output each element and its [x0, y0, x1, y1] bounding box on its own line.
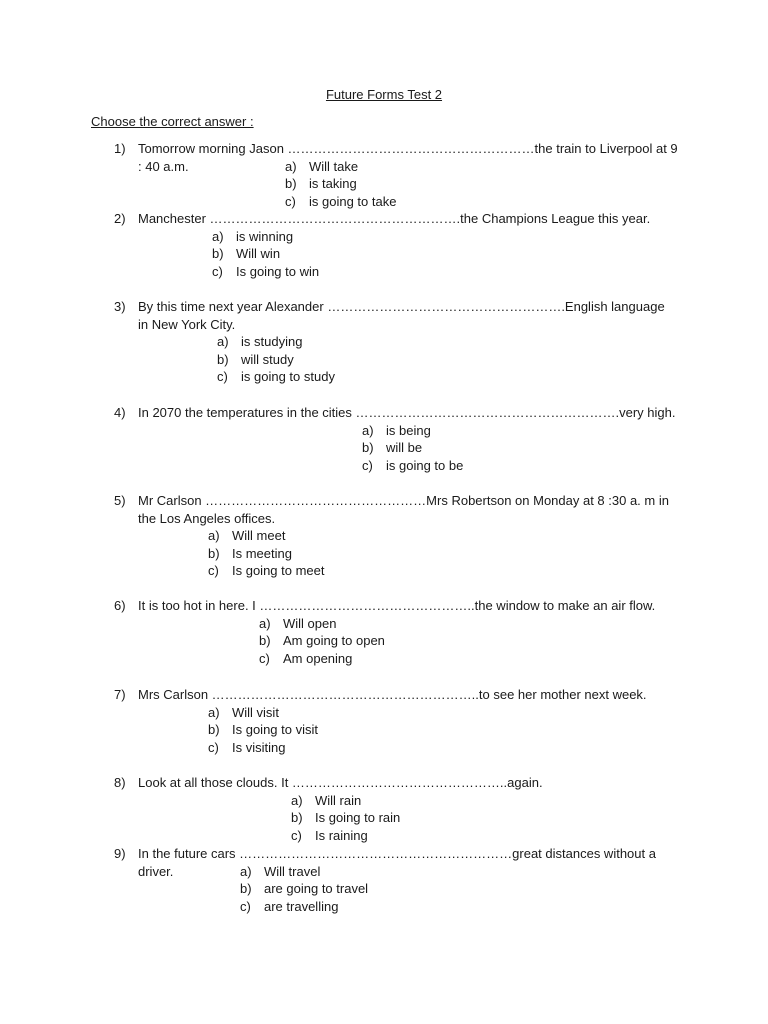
option-letter: a) — [291, 792, 303, 808]
option-text: Am opening — [283, 650, 353, 666]
instructions: Choose the correct answer : — [91, 114, 254, 129]
option-text: is going to study — [241, 369, 335, 384]
option-letter: c) — [212, 263, 223, 279]
option-c[interactable] — [362, 457, 463, 475]
option-a[interactable] — [291, 792, 361, 810]
question-number: 1) — [114, 141, 126, 156]
option-b[interactable] — [212, 245, 280, 263]
option-letter: a) — [208, 528, 220, 543]
option-text: Will meet — [232, 528, 286, 543]
option-letter: c) — [208, 739, 219, 755]
option-text: Is going to rain — [315, 810, 401, 825]
option-text: will be — [386, 440, 423, 455]
question-text: Mr Carlson ……………………………………………Mrs Robertson on Monday at 8 :30 a. m in the Los Angeles offices. — [138, 493, 669, 526]
option-c[interactable] — [240, 898, 338, 916]
option-letter: c) — [291, 827, 302, 843]
option-c[interactable] — [285, 193, 396, 211]
option-text: Is visiting — [232, 739, 286, 755]
question-number: 9) — [114, 846, 126, 861]
option-c[interactable] — [208, 739, 285, 757]
option-letter: b) — [240, 881, 252, 896]
option-b[interactable] — [240, 880, 368, 898]
option-letter: b) — [259, 633, 271, 648]
option-letter: b) — [362, 440, 374, 455]
option-text: Is meeting — [232, 545, 292, 561]
option-text: will study — [241, 351, 294, 367]
option-letter: a) — [240, 863, 252, 879]
option-c[interactable] — [291, 827, 368, 845]
option-b[interactable] — [208, 721, 318, 739]
option-b[interactable] — [217, 351, 294, 369]
option-b[interactable] — [291, 809, 400, 827]
question-text: Look at all those clouds. It …………………………………………..again. — [138, 775, 543, 790]
option-text: is going to take — [309, 193, 397, 209]
option-text: Will win — [236, 246, 281, 261]
option-text: is winning — [236, 228, 294, 244]
option-letter: a) — [212, 228, 224, 244]
option-text: Will take — [309, 158, 359, 174]
option-text: Is going to visit — [232, 722, 318, 737]
option-letter: b) — [285, 176, 297, 191]
option-c[interactable] — [217, 368, 335, 386]
option-letter: b) — [291, 810, 303, 825]
option-letter: a) — [259, 615, 271, 631]
question-number: 2) — [114, 211, 126, 226]
option-letter: b) — [208, 545, 220, 561]
option-text: is being — [386, 422, 431, 438]
option-letter: a) — [362, 422, 374, 438]
option-b[interactable] — [285, 175, 357, 193]
question-text: In 2070 the temperatures in the cities …………………………………………………….very high. — [138, 405, 676, 420]
option-text: Will travel — [264, 863, 321, 879]
option-a[interactable] — [240, 863, 320, 881]
option-letter: a) — [217, 334, 229, 349]
option-a[interactable] — [259, 615, 336, 633]
option-text: is taking — [309, 176, 357, 191]
option-a[interactable] — [217, 333, 302, 351]
option-text: is going to be — [386, 457, 464, 473]
option-text: Will rain — [315, 792, 362, 808]
option-a[interactable] — [212, 228, 293, 246]
option-letter: c) — [285, 193, 296, 209]
question-text: It is too hot in here. I …………………………………………..the window to make an air flow. — [138, 598, 656, 613]
question-text: In the future cars ………………………………………………………great distances without a driver. — [138, 846, 656, 879]
question-number: 7) — [114, 687, 126, 702]
option-text: is studying — [241, 334, 303, 349]
option-letter: a) — [208, 704, 220, 720]
option-c[interactable] — [212, 263, 319, 281]
question-text: Tomorrow morning Jason …………………………………………………the train to Liverpool at 9 : 40 a.m. — [138, 141, 678, 174]
question-text: By this time next year Alexander ……………………………………………….English language in New York City. — [138, 299, 665, 332]
option-letter: b) — [217, 351, 229, 367]
option-letter: c) — [217, 369, 228, 384]
option-a[interactable] — [285, 158, 358, 176]
question-number: 3) — [114, 299, 126, 314]
question-number: 8) — [114, 775, 126, 790]
option-letter: b) — [212, 246, 224, 261]
question-number: 4) — [114, 405, 126, 420]
option-text: are travelling — [264, 898, 339, 914]
option-a[interactable] — [208, 527, 285, 545]
option-text: Will visit — [232, 704, 279, 720]
option-text: Is going to meet — [232, 563, 325, 578]
option-c[interactable] — [259, 650, 352, 668]
option-c[interactable] — [208, 562, 325, 580]
option-a[interactable] — [208, 704, 279, 722]
question-text: Mrs Carlson ……………………………………………………..to see her mother next week. — [138, 687, 647, 702]
option-b[interactable] — [362, 439, 422, 457]
option-letter: c) — [362, 457, 373, 473]
option-text: Is raining — [315, 827, 368, 843]
option-letter: a) — [285, 158, 297, 174]
option-text: Is going to win — [236, 263, 320, 279]
option-a[interactable] — [362, 422, 431, 440]
option-letter: c) — [208, 563, 219, 578]
option-text: are going to travel — [264, 881, 369, 896]
question-text: Manchester ………………………………………………….the Champions League this year. — [138, 211, 651, 226]
option-b[interactable] — [208, 545, 292, 563]
question-number: 6) — [114, 598, 126, 613]
option-text: Am going to open — [283, 633, 385, 648]
option-letter: b) — [208, 722, 220, 737]
worksheet-title: Future Forms Test 2 — [325, 87, 443, 102]
option-text: Will open — [283, 615, 337, 631]
option-letter: c) — [240, 898, 251, 914]
option-letter: c) — [259, 650, 270, 666]
option-b[interactable] — [259, 632, 385, 650]
question-number: 5) — [114, 493, 126, 508]
